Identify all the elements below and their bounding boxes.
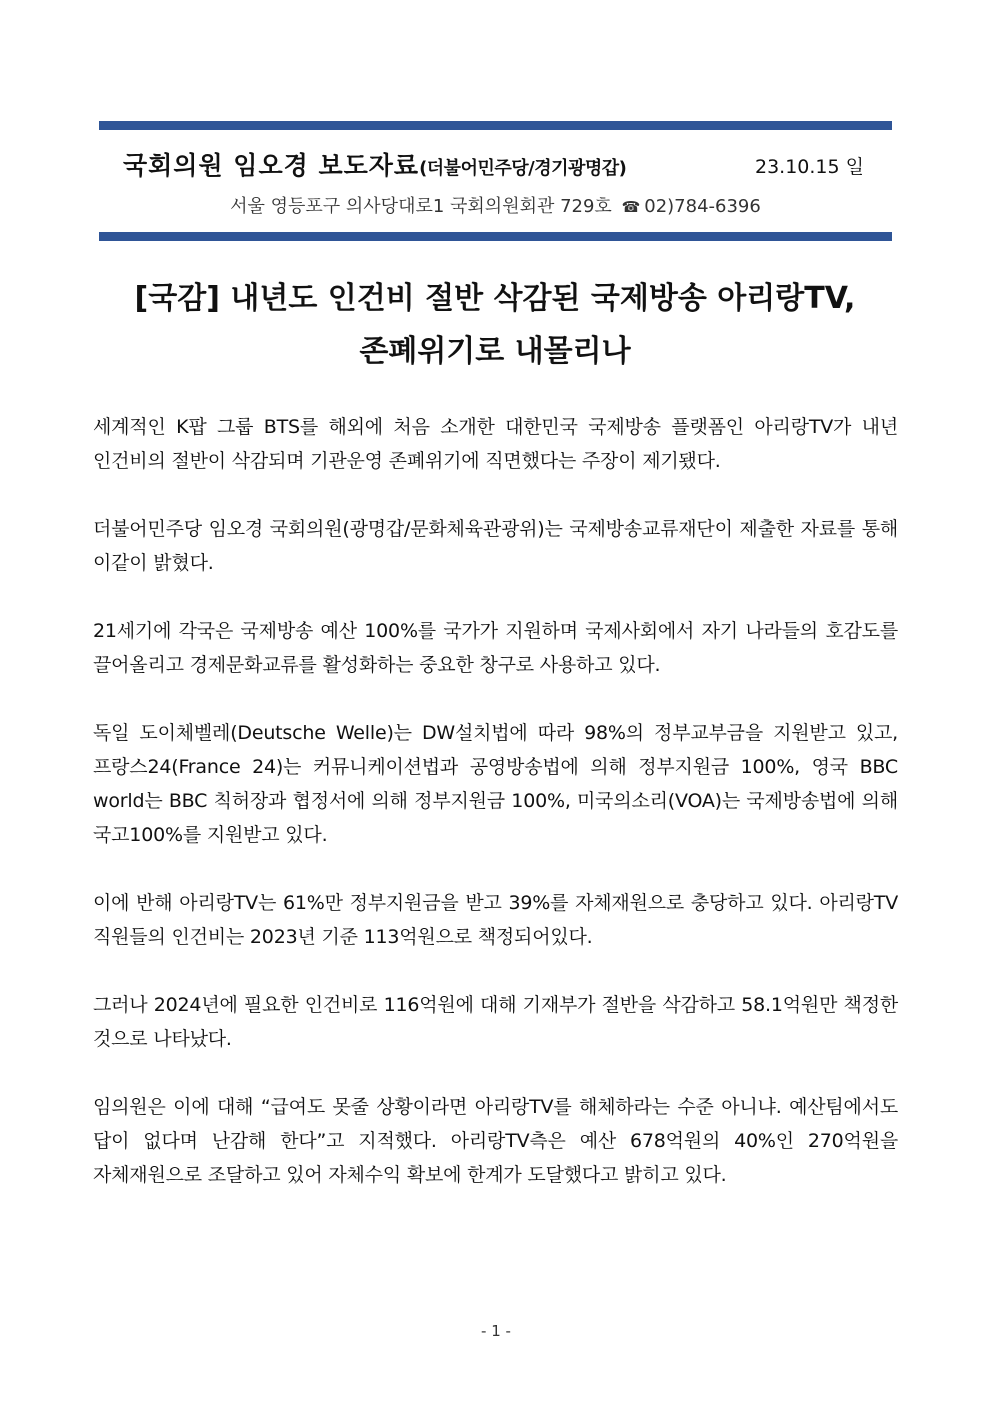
- press-release-header: [99, 146, 892, 182]
- article-title-line-1: [국감] 내년도 인건비 절반 삭감된 국제방송 아리랑TV,: [134, 281, 856, 316]
- paragraph: 그러나 2024년에 필요한 인건비로 116억원에 대해 기재부가 절반을 삭감하고 58.1억원만 책정한 것으로 나타났다.: [93, 994, 898, 1050]
- header-top-rule: [99, 121, 892, 130]
- header-party: (더불어민주당/경기광명갑): [419, 158, 627, 179]
- header-bottom-rule: [99, 232, 892, 241]
- office-address-line: [99, 192, 892, 218]
- header-title-text: 국회의원 임오경 보도자료: [123, 151, 420, 180]
- paragraph: 21세기에 각국은 국제방송 예산 100%를 국가가 지원하며 국제사회에서 자기 나라들의 호감도를 끌어올리고 경제문화교류를 활성화하는 중요한 창구로 사용하고 있다.: [93, 620, 898, 676]
- header-date: 23.10.15 일: [754, 156, 864, 178]
- paragraph: 더불어민주당 임오경 국회의원(광명갑/문화체육관광위)는 국제방송교류재단이 제출한 자료를 통해 이같이 밝혔다.: [93, 518, 898, 574]
- paragraph: 세계적인 K팝 그룹 BTS를 해외에 처음 소개한 대한민국 국제방송 플랫폼인 아리랑TV가 내년 인건비의 절반이 삭감되며 기관운영 존폐위기에 직면했다는 주장이 제기됐다.: [93, 416, 898, 472]
- article-title: [80, 272, 910, 378]
- article-body: [93, 410, 898, 1226]
- paragraph: 임의원은 이에 대해 “급여도 못줄 상황이라면 아리랑TV를 해체하라는 수준 아니냐. 예산팀에서도 답이 없다며 난감해 한다”고 지적했다. 아리랑TV측은 예산 678억원의 40%인 270억원을 자체재원으로 조달하고 있어 자체수익 확보에 한계가 도달했다고 밝히고 있다.: [93, 1096, 898, 1186]
- paragraph: 독일 도이체벨레(Deutsche Welle)는 DW설치법에 따라 98%의 정부교부금을 지원받고 있고, 프랑스24(France 24)는 커뮤니케이션법과 공영방송법에 의해 정부지원금 100%, 영국 BBC world는 BBC 칙허장과 협정서에 의해 정부지원금 100%, 미국의소리(VOA)는 국제방송법에 의해 국고100%를 지원받고 있다.: [93, 722, 898, 846]
- paragraph: 이에 반해 아리랑TV는 61%만 정부지원금을 받고 39%를 자체재원으로 충당하고 있다. 아리랑TV 직원들의 인건비는 2023년 기준 113억원으로 책정되어있다.: [93, 892, 898, 948]
- page-number: - 1 -: [481, 1322, 511, 1340]
- office-address: 서울 영등포구 의사당대로1 국회의원회관 729호: [230, 196, 612, 217]
- phone-icon: ☎: [621, 198, 641, 216]
- header-title: [123, 146, 626, 182]
- article-title-line-2: 존폐위기로 내몰리나: [359, 334, 631, 369]
- office-phone: 02)784-6396: [644, 196, 761, 217]
